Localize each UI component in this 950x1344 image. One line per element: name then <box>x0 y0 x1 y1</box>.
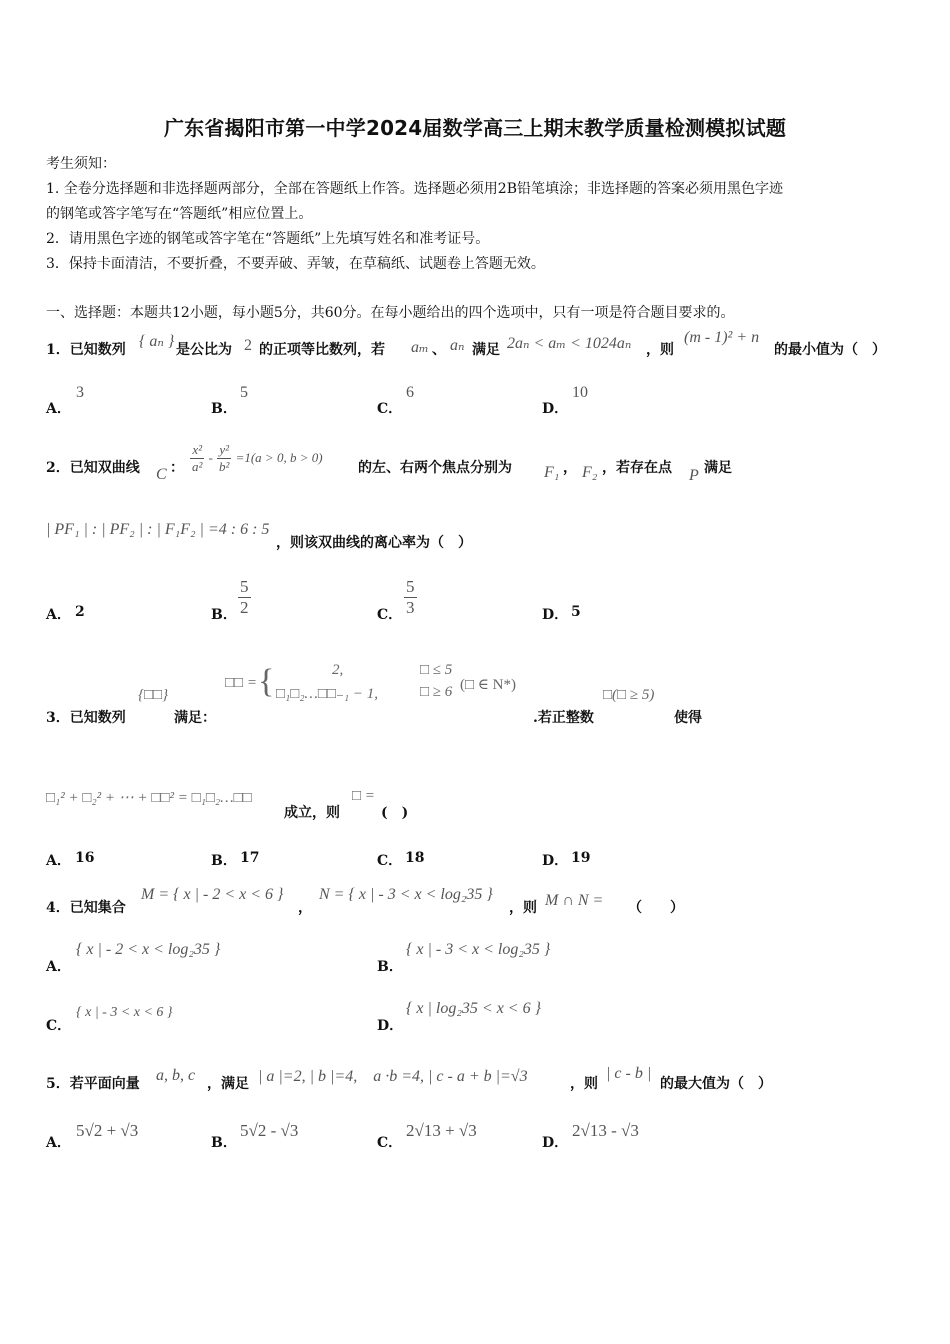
page-title: 广东省揭阳市第一中学2024届数学高三上期末教学质量检测模拟试题 <box>163 116 787 140</box>
option-label: C． <box>377 1135 403 1151</box>
q3-sequence: {□□} <box>138 687 169 703</box>
q3-text: 成立，则 <box>284 805 340 821</box>
option-value: { x | log₂35 < x < 6 } <box>406 1000 541 1017</box>
q1-sequence: { aₙ } <box>139 333 175 350</box>
question-5: 5．若平面向量 <box>46 1076 140 1092</box>
option-value: 10 <box>572 384 588 401</box>
question-4: 4．已知集合 <box>46 900 126 916</box>
option-value: 5√2 - √3 <box>240 1121 299 1140</box>
q3-k-question: □ = <box>352 788 375 804</box>
q2-text: ，则该双曲线的离心率为（ ） <box>276 535 472 551</box>
option-value: 2√13 - √3 <box>572 1121 639 1140</box>
q1-text: 是公比为 <box>176 342 232 358</box>
fraction-denominator: 2 <box>240 598 249 617</box>
q4-text: ， <box>298 900 312 916</box>
q2-condition: =1(a > 0, b > 0) <box>235 450 323 465</box>
q2-text: 的左、右两个焦点分别为 <box>358 460 512 476</box>
option-value: 5 <box>240 384 248 401</box>
q1-text: 的最小值为（ ） <box>774 342 886 358</box>
q2-text: ， <box>563 460 577 476</box>
q1-text: 1．已知数列 <box>46 342 126 358</box>
notice-item: 2．请用黑色字迹的钢笔或答字笔在“答题纸”上先填写姓名和准考证号。 <box>46 231 490 247</box>
question-3: 3．已知数列 <box>46 710 126 726</box>
q3-case-1: 2, <box>332 662 344 678</box>
q1-expression: (m - 1)² + n <box>684 329 760 346</box>
q5-expression: | c - b | <box>606 1065 652 1082</box>
option-label: A． <box>46 401 71 417</box>
q4-set-n: N = { x | - 3 < x < log₂35 } <box>319 886 493 903</box>
fraction-numerator: 5 <box>406 577 415 596</box>
option-label: C． <box>377 853 403 869</box>
notice-heading: 考生须知： <box>46 156 116 172</box>
notice-item: 1. 全卷分选择题和非选择题两部分，全部在答题纸上作答。选择题必须用2B铅笔填涂；非选择题的答案必须用黑色字迹 <box>46 181 783 197</box>
q1-an: aₙ <box>450 337 465 354</box>
option-label: D． <box>542 401 569 417</box>
q1-text: 的正项等比数列，若 <box>259 342 385 358</box>
option-label: B． <box>211 607 237 623</box>
q3-equation: □₁² + □₂² + ⋯ + □□² = □₁□₂…□□ <box>46 790 252 806</box>
q2-option-b-fraction <box>238 577 251 618</box>
q1-text: 、 <box>432 342 446 358</box>
q2-curve: C <box>156 466 167 483</box>
option-label: C． <box>377 401 403 417</box>
option-label: C． <box>377 607 403 623</box>
q3-case-1-condition: □ ≤ 5 <box>420 662 453 678</box>
q2-option-c-fraction <box>404 577 417 618</box>
option-value: { x | - 2 < x < log₂35 } <box>76 941 221 958</box>
q2-equation <box>190 442 323 475</box>
q3-domain: (□ ∈ N*) <box>460 677 516 693</box>
q2-text: 满足 <box>704 460 732 476</box>
q1-am: aₘ <box>411 339 429 356</box>
q3-text: 使得 <box>674 710 702 726</box>
option-label: D． <box>542 853 569 869</box>
option-value: 2 <box>75 604 85 620</box>
q2-ratio: | PF₁ | : | PF₂ | : | F₁F₂ | =4 : 6 : 5 <box>46 521 270 538</box>
q5-text: ，则 <box>570 1076 598 1092</box>
option-value: 3 <box>76 384 84 401</box>
notice-item: 的钢笔或答字笔写在“答题纸”相应位置上。 <box>46 206 313 222</box>
q5-vectors: a, b, c <box>156 1067 196 1084</box>
option-label: C． <box>46 1018 72 1034</box>
question-2: 2．已知双曲线 <box>46 460 140 476</box>
q3-case-2: □₁□₂…□□₋₁ − 1, <box>276 686 379 702</box>
q2-y-den: b² <box>219 459 230 474</box>
option-label: B． <box>211 1135 237 1151</box>
q1-ratio: 2 <box>244 337 252 354</box>
option-value: 2√13 + √3 <box>406 1121 477 1140</box>
q2-x-num: x² <box>190 442 204 459</box>
option-label: B． <box>377 959 403 975</box>
q5-text: 的最大值为（ ） <box>660 1076 772 1092</box>
q4-intersection: M ∩ N = <box>545 892 604 909</box>
option-label: D． <box>542 607 569 623</box>
option-value: 16 <box>75 850 95 866</box>
option-label: A． <box>46 1135 71 1151</box>
q3-text: .若正整数 <box>533 710 594 726</box>
q5-condition: | a |=2, | b |=4, a ·b =4, | c - a + b |=√3 <box>258 1068 528 1085</box>
q2-f1: F₁ <box>544 464 560 481</box>
option-value: 19 <box>571 850 591 866</box>
option-label: B． <box>211 401 237 417</box>
q3-brace: { <box>258 663 275 700</box>
option-label: D． <box>377 1018 404 1034</box>
q3-text: 满足： <box>174 710 216 726</box>
option-value: 5 <box>571 604 581 620</box>
fraction-numerator: 5 <box>240 577 249 596</box>
option-value: { x | - 3 < x < 6 } <box>76 1005 173 1020</box>
notice-item: 3．保持卡面清洁，不要折叠，不要弄破、弄皱，在草稿纸、试题卷上答题无效。 <box>46 256 545 272</box>
q5-text: ，满足 <box>207 1076 249 1092</box>
q2-point: P <box>689 467 699 484</box>
option-label: A． <box>46 607 71 623</box>
option-label: A． <box>46 959 71 975</box>
question-1 <box>46 339 126 359</box>
q1-text: 满足 <box>472 342 500 358</box>
fraction-denominator: 3 <box>406 598 415 617</box>
q4-set-m: M = { x | - 2 < x < 6 } <box>141 886 284 903</box>
q2-f2: F₂ <box>582 464 598 481</box>
option-value: 18 <box>405 850 425 866</box>
q3-case-2-condition: □ ≥ 6 <box>420 684 453 700</box>
q3-answer-blank: ( ) <box>381 805 409 821</box>
q4-answer-blank: （ ） <box>628 900 684 916</box>
q2-text: ： <box>170 460 184 476</box>
q2-x-den: a² <box>192 459 203 474</box>
q1-condition: 2aₙ < aₘ < 1024aₙ <box>507 335 632 352</box>
option-value: 6 <box>406 384 414 401</box>
q2-minus: - <box>208 450 213 465</box>
q3-definition-lhs: □□ = <box>225 675 257 691</box>
section-heading: 一、选择题：本题共12小题，每小题5分，共60分。在每小题给出的四个选项中，只有一项是符合题目要求的。 <box>46 305 735 321</box>
option-label: B． <box>211 853 237 869</box>
q3-k: □(□ ≥ 5) <box>603 687 655 703</box>
q2-y-num: y² <box>217 442 231 459</box>
option-value: 17 <box>240 850 260 866</box>
option-label: D． <box>542 1135 569 1151</box>
q1-text: ，则 <box>646 342 674 358</box>
option-label: A． <box>46 853 71 869</box>
option-value: 5√2 + √3 <box>76 1121 139 1140</box>
q4-text: ，则 <box>509 900 537 916</box>
option-value: { x | - 3 < x < log₂35 } <box>406 941 551 958</box>
q2-text: ，若存在点 <box>602 460 672 476</box>
